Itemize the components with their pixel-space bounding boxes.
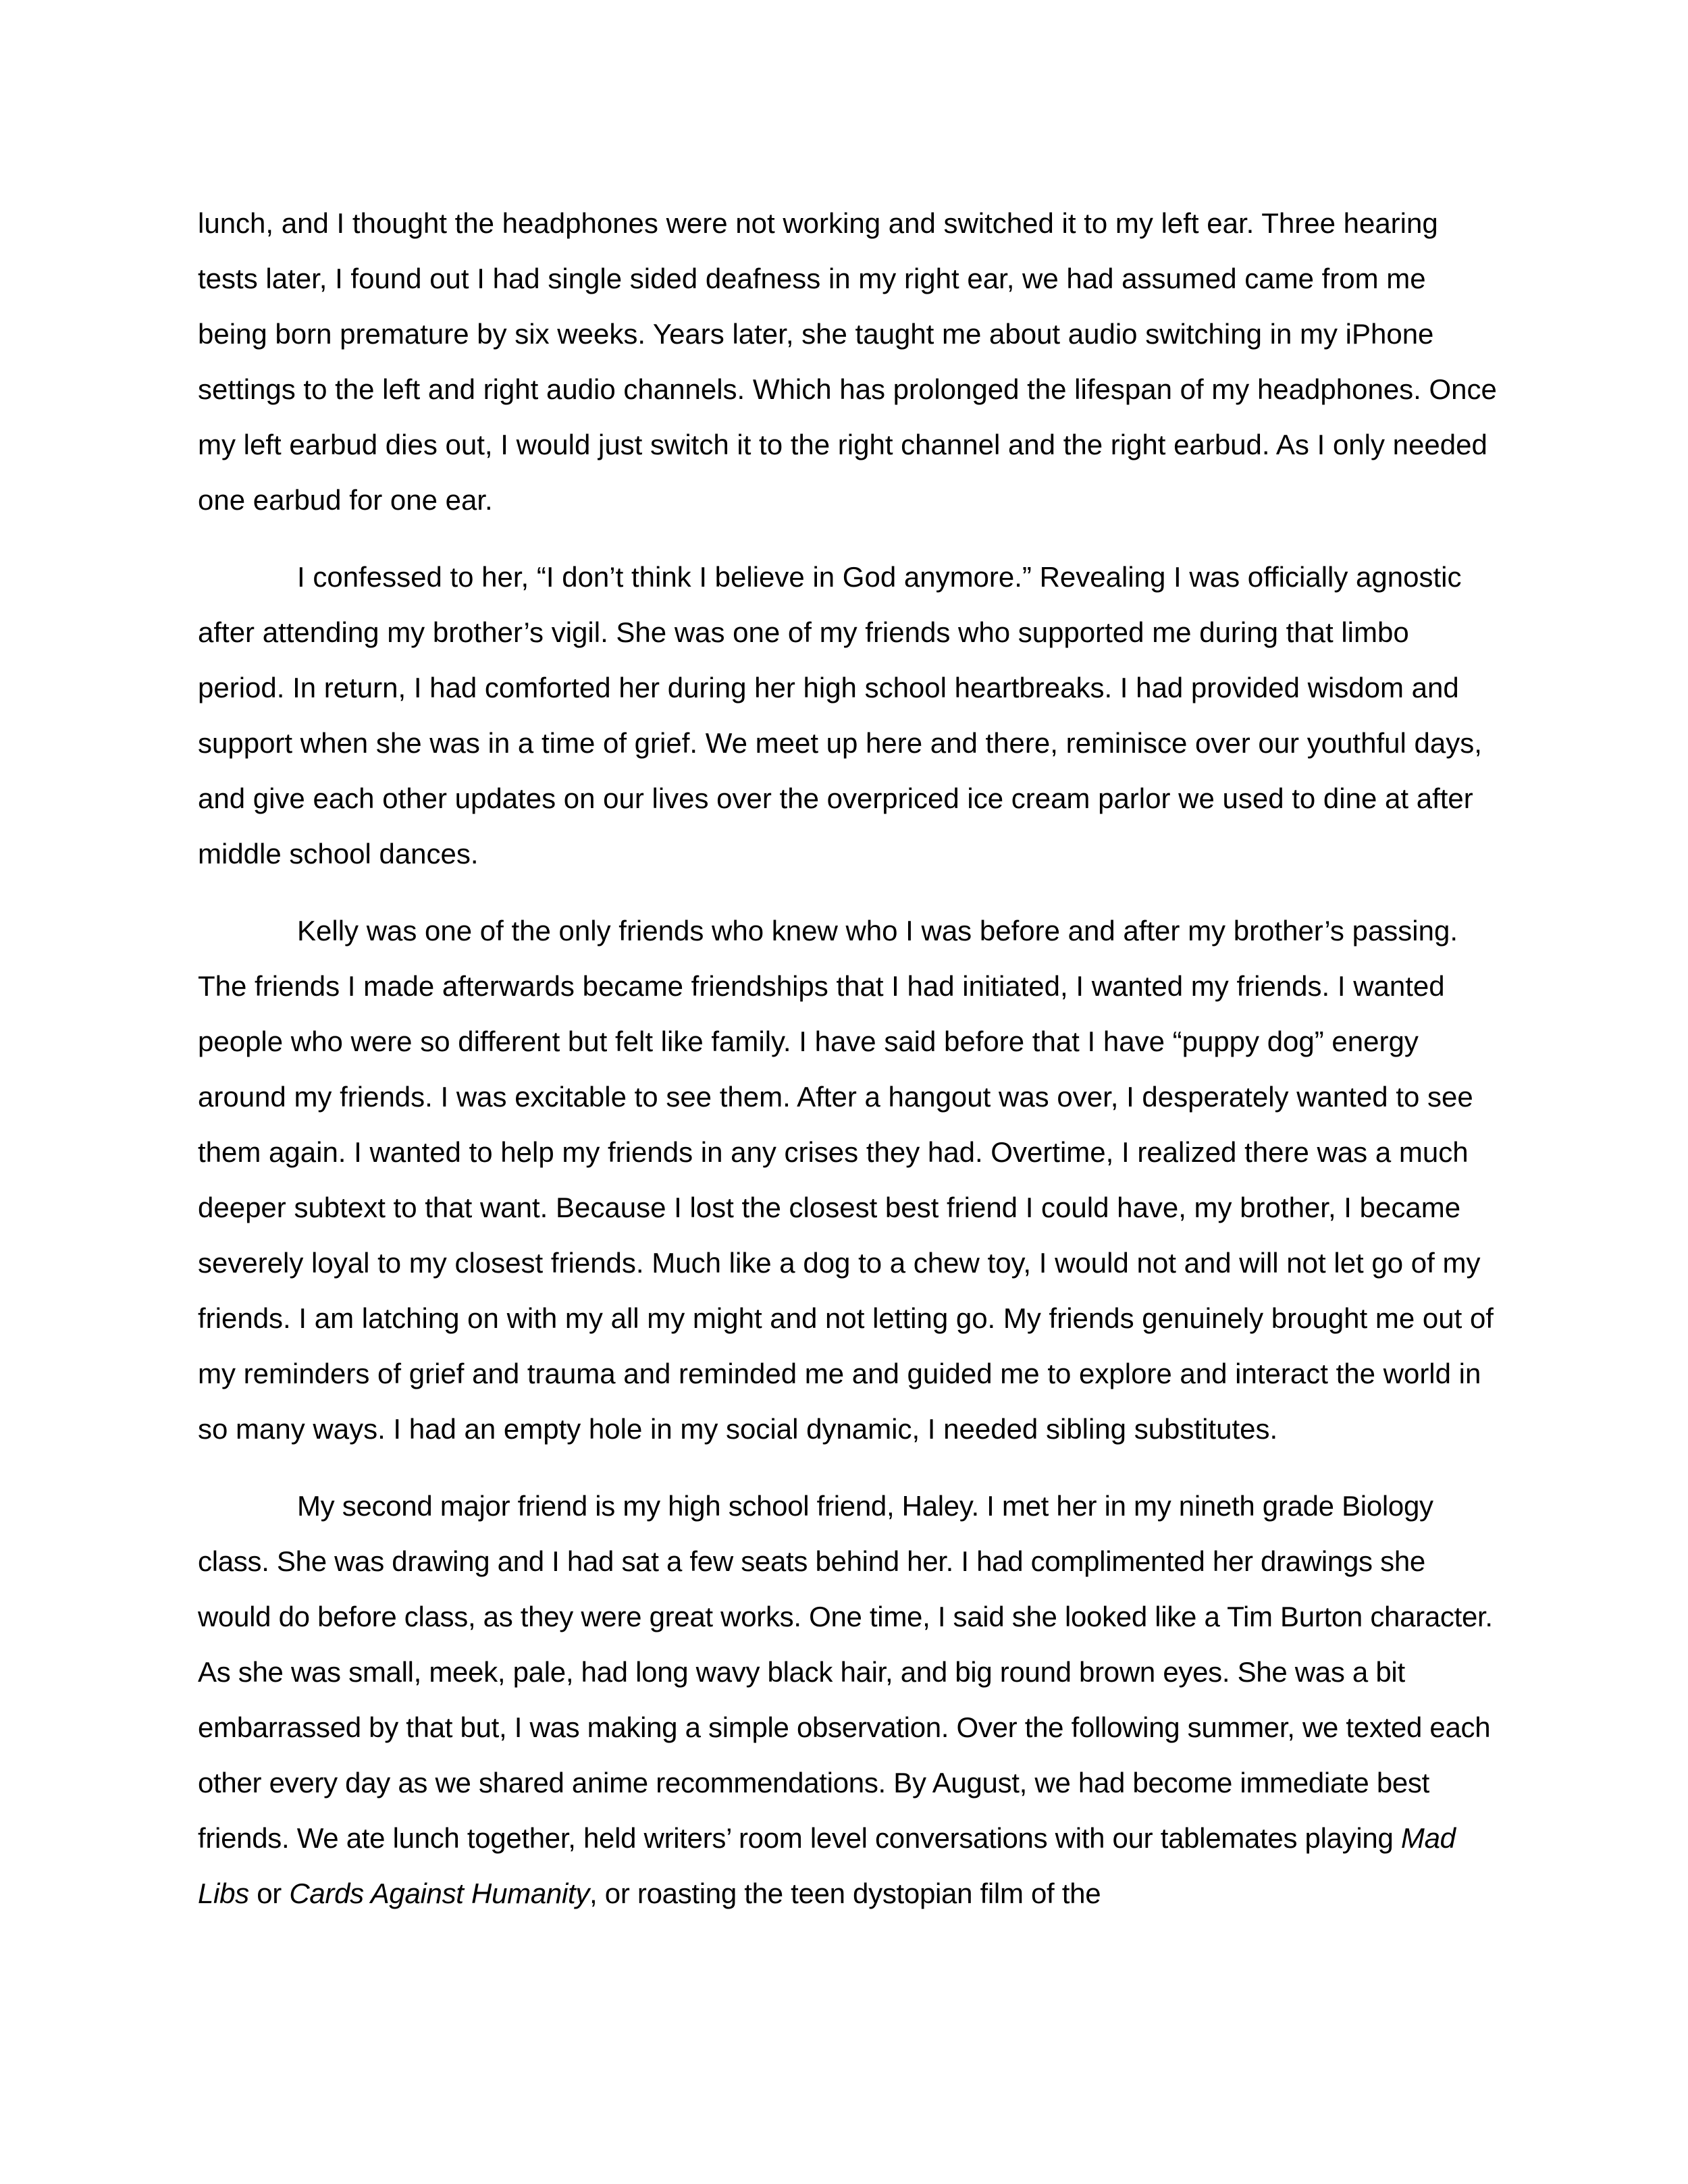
paragraph-2: I confessed to her, “I don’t think I believe in God anymore.” Revealing I was officially agnostic after attending my brother’s vigil. She was one of my friends who supported me during that limbo period. In return, I had comforted her during her high school heartbreaks. I had provided wisdom and support when she was in a time of grief. We meet up here and there, reminisce over our youthful days, and give each other updates on our lives over the overpriced ice cream parlor we used to dine at after middle school dances. — [198, 561, 1482, 870]
paragraph-4-text-end: , or roasting the teen dystopian film of the — [589, 1877, 1101, 1909]
body-text — [198, 196, 1501, 1943]
paragraph-4 — [198, 1479, 1501, 1921]
paragraph-4-text-or: or — [248, 1877, 290, 1909]
title-cards-against-humanity: Cards Against Humanity — [289, 1877, 590, 1909]
title-mad-libs: Mad Libs — [198, 1822, 1456, 1909]
paragraph-3: Kelly was one of the only friends who knew who I was before and after my brother’s passing. The friends I made afterwards became friendships that I had initiated, I wanted my friends. I wanted people who were so different but felt like family. I have said before that I have “puppy dog” energy around my friends. I was excitable to see them. After a hangout was over, I desperately wanted to see them again. I wanted to help my friends in any crises they had. Overtime, I realized there was a much deeper subtext to that want. Because I lost the closest best friend I could have, my brother, I became severely loyal to my closest friends. Much like a dog to a chew toy, I would not and will not let go of my friends. I am latching on with my all my might and not letting go. My friends genuinely brought me out of my reminders of grief and trauma and reminded me and guided me to explore and interact the world in so many ways. I had an empty hole in my social dynamic, I needed sibling substitutes. — [198, 915, 1494, 1445]
paragraph-4-text-start: My second major friend is my high school friend, Haley. I met her in my nineth grade Biology class. She was drawing and I had sat a few seats behind her. I had complimented her drawings she would do before class, as they were great works. One time, I said she looked like a Tim Burton character. As she was small, meek, pale, had long wavy black hair, and big round brown eyes. She was a bit embarrassed by that but, I was making a simple observation. Over the following summer, we texted each other every day as we shared anime recommendations. By August, we had become immediate best friends. We ate lunch together, held writers’ room level conversations with our tablemates playing — [198, 1490, 1493, 1854]
paragraph-1: lunch, and I thought the headphones were not working and switched it to my left ear. Three hearing tests later, I found out I had single sided deafness in my right ear, we had assumed came from me being born premature by six weeks. Years later, she taught me about audio switching in my iPhone settings to the left and right audio channels. Which has prolonged the lifespan of my headphones. Once my left earbud dies out, I would just switch it to the right channel and the right earbud. As I only needed one earbud for one ear. — [198, 207, 1497, 516]
